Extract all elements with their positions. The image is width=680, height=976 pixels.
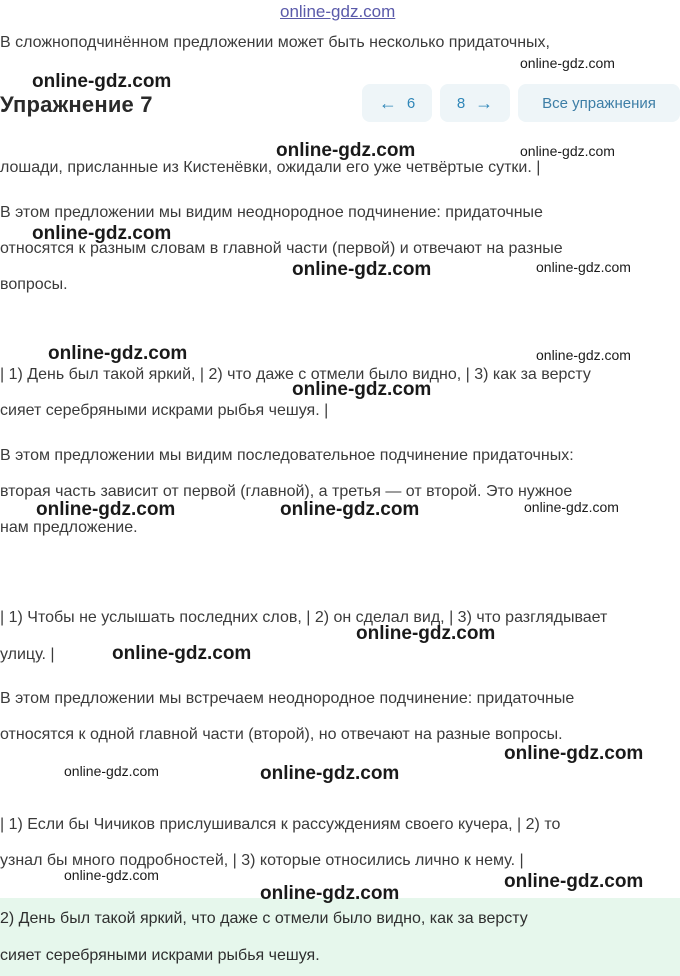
- arrow-left-icon: ←: [378, 93, 397, 113]
- watermark: online-gdz.com: [292, 259, 432, 280]
- paragraph-3-line-1: | 1) День был такой яркий, | 2) что даже с отмели было видно, | 3) как за версту: [0, 366, 591, 383]
- watermark: online-gdz.com: [36, 499, 176, 520]
- paragraph-6-line-2: относятся к одной главной части (второй), но отвечают на разные вопросы.: [0, 726, 563, 743]
- answer-line-1: 2) День был такой яркий, что даже с отмели было видно, как за версту: [0, 910, 528, 927]
- watermark: online-gdz.com: [276, 140, 416, 161]
- watermark: online-gdz.com: [292, 379, 432, 400]
- watermark: online-gdz.com: [280, 499, 420, 520]
- watermark: online-gdz.com: [260, 763, 400, 784]
- arrow-right-icon: →: [475, 93, 494, 113]
- watermark: online-gdz.com: [64, 763, 159, 779]
- watermark: online-gdz.com: [32, 223, 172, 244]
- watermark: online-gdz.com: [504, 871, 644, 892]
- next-exercise-button[interactable]: [440, 84, 510, 122]
- watermark: online-gdz.com: [520, 55, 615, 71]
- paragraph-4-line-3: нам предложение.: [0, 519, 138, 536]
- intro-text: В сложноподчинённом предложении может быть несколько придаточных,: [0, 34, 550, 51]
- prev-exercise-button[interactable]: [362, 84, 432, 122]
- paragraph-2-line-3: вопросы.: [0, 276, 68, 293]
- paragraph-2-line-2: относятся к разным словам в главной части (первой) и отвечают на разные: [0, 240, 563, 257]
- top-watermark[interactable]: online-gdz.com: [280, 2, 396, 21]
- exercise-title: Упражнение 7: [0, 92, 153, 117]
- all-exercises-label: Все упражнения: [542, 94, 656, 112]
- paragraph-7-line-2: узнал бы много подробностей, | 3) которые относились лично к нему. |: [0, 852, 524, 869]
- all-exercises-button[interactable]: [518, 84, 680, 122]
- paragraph-7-line-1: | 1) Если бы Чичиков прислушивался к рассуждениям своего кучера, | 2) то: [0, 816, 561, 833]
- watermark: online-gdz.com: [520, 143, 615, 159]
- watermark: online-gdz.com: [64, 867, 159, 883]
- watermark: online-gdz.com: [48, 343, 188, 364]
- answer-line-2: сияет серебряными искрами рыбья чешуя.: [0, 947, 320, 964]
- paragraph-4-line-1: В этом предложении мы видим последовательное подчинение придаточных:: [0, 447, 574, 464]
- prev-exercise-label: 6: [406, 94, 416, 112]
- watermark: online-gdz.com: [536, 347, 631, 363]
- watermark: online-gdz.com: [112, 643, 252, 664]
- paragraph-1-line-1: лошади, присланные из Кистенёвки, ожидали его уже четвёртые сутки. |: [0, 159, 541, 176]
- paragraph-3-line-2: сияет серебряными искрами рыбья чешуя. |: [0, 402, 329, 419]
- watermark: online-gdz.com: [356, 623, 496, 644]
- watermark: online-gdz.com: [524, 499, 619, 515]
- watermark: online-gdz.com: [504, 743, 644, 764]
- paragraph-5-line-2: улицу. |: [0, 646, 55, 663]
- next-exercise-label: 8: [456, 94, 466, 112]
- paragraph-5-line-1: | 1) Чтобы не услышать последних слов, | 2) он сделал вид, | 3) что разглядывает: [0, 609, 608, 626]
- watermark: online-gdz.com: [260, 883, 400, 904]
- watermark: online-gdz.com: [32, 71, 172, 92]
- paragraph-2-line-1: В этом предложении мы видим неоднородное подчинение: придаточные: [0, 204, 543, 221]
- watermark: online-gdz.com: [536, 259, 631, 275]
- paragraph-6-line-1: В этом предложении мы встречаем неоднородное подчинение: придаточные: [0, 690, 575, 707]
- paragraph-4-line-2: вторая часть зависит от первой (главной), а третья — от второй. Это нужное: [0, 483, 573, 500]
